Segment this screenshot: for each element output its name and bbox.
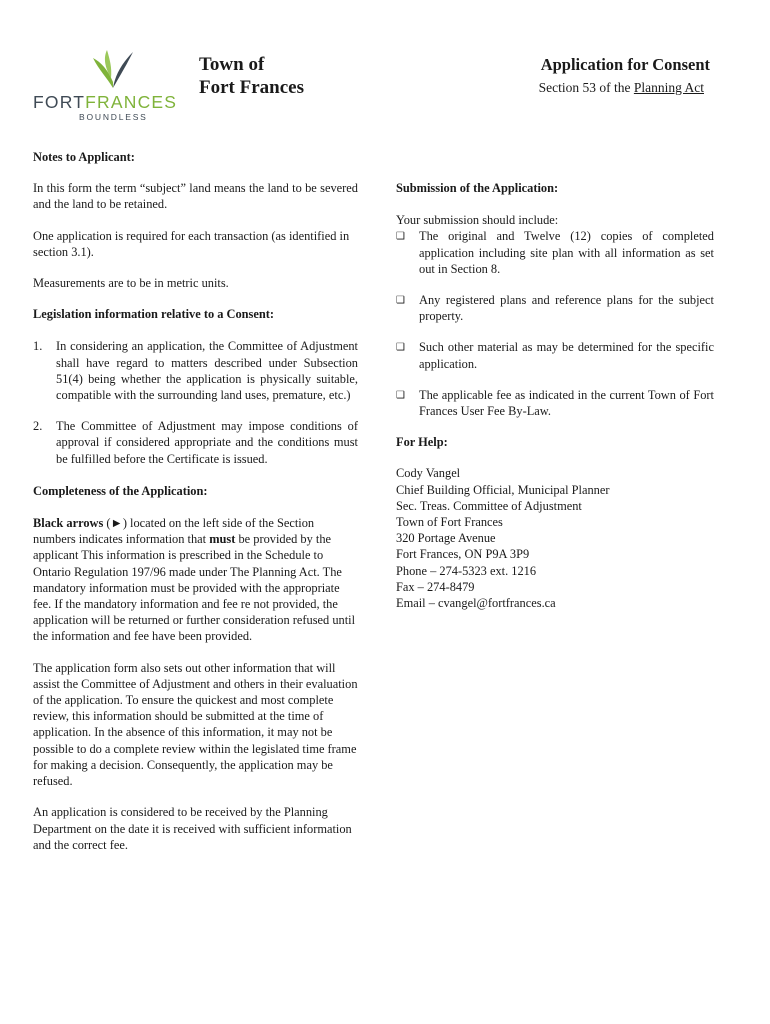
submission-item: ❑ Such other material as may be determined for the specific application. (396, 340, 714, 371)
contact-fax: Fax – 274-8479 (396, 579, 475, 594)
submission-item: ❑ The original and Twelve (12) copies of completed application including site plan with all information as set out in Section 8. (396, 229, 714, 276)
submission-intro: Your submission should include: (396, 213, 559, 228)
help-heading: For Help: (396, 435, 448, 450)
application-subtitle: Section 53 of the Planning Act (538, 80, 704, 95)
application-title: Application for Consent (540, 55, 710, 74)
logo-tagline: BOUNDLESS (79, 112, 148, 122)
contact-role: Sec. Treas. Committee of Adjustment (396, 498, 582, 513)
legislation-item-1: 1. In considering an application, the Committee of Adjustment shall have regard to matters described under Subsection 51(4) being whether the application is physically suitable, compatible with the surrounding land uses, premature, etc.) (33, 339, 358, 403)
checkbox-icon: ❑ (396, 389, 405, 401)
notes-paragraph-2: One application is required for each transaction (as identified in section 3.1). (33, 228, 350, 259)
form-info-paragraph: The application form also sets out other information that will assist the Committee of Adjustment and others in their evaluation of the application. To ensure the quickest and most complete review, this information should be submitted at the time of application. In the absence of this information, it may not be possible to do a complete review within the legislated time frame for making a decision. Consequently, the application may be refused. (33, 660, 358, 789)
checkbox-icon: ❑ (396, 295, 405, 307)
legislation-item-2: 2. The Committee of Adjustment may impose conditions of approval if considered appropriate and the conditions must be fulfilled before the Certificate is issued. (33, 419, 358, 466)
contact-phone: Phone – 274-5323 ext. 1216 (396, 563, 537, 578)
town-logo (33, 48, 193, 124)
completeness-paragraph: Black arrows (►) located on the left side of the Section numbers indicates information that must be provided by the applicant This information is prescribed in the Schedule to Ontario Regulation 197/96 made under The Planning Act. The mandatory information must be provided with the appropriate fee. If the mandatory information and fee re not provided, the application will be returned or further consideration refused until the information and fee have been provided. (33, 516, 356, 644)
contact-city: Fort Frances, ON P9A 3P9 (396, 547, 530, 562)
submission-heading: Submission of the Application: (396, 181, 559, 195)
contact-name: Cody Vangel (396, 466, 461, 481)
leaf-logo-icon (91, 48, 135, 90)
contact-block (396, 465, 714, 611)
submission-item: ❑ Any registered plans and reference plans for the subject property. (396, 293, 714, 324)
submission-item: ❑ The applicable fee as indicated in the current Town of Fort Frances User Fee By-Law. (396, 387, 714, 419)
completeness-heading: Completeness of the Application: (33, 483, 208, 498)
checkbox-icon: ❑ (396, 231, 405, 243)
contact-street: 320 Portage Avenue (396, 531, 496, 546)
legislation-heading: Legislation information relative to a Consent: (33, 307, 275, 322)
notes-heading: Notes to Applicant: (33, 150, 135, 164)
notes-paragraph-3: Measurements are to be in metric units. (33, 276, 229, 291)
contact-org: Town of Fort Frances (396, 515, 503, 530)
notes-paragraph-1: In this form the term “subject” land means the land to be severed and the land to be retained. (33, 181, 358, 212)
left-column (33, 149, 358, 853)
town-name: Town of Fort Frances (199, 54, 304, 98)
logo-wordmark: FORTFRANCES (33, 92, 178, 112)
contact-title: Chief Building Official, Municipal Planner (396, 482, 610, 497)
received-paragraph: An application is considered to be received by the Planning Department on the date it is received with sufficient information and the correct fee. (33, 805, 352, 852)
planning-act-link: Planning Act (633, 80, 704, 95)
checkbox-icon: ❑ (396, 342, 405, 354)
contact-email[interactable]: Email – cvangel@fortfrances.ca (396, 596, 556, 611)
right-column (396, 180, 714, 611)
